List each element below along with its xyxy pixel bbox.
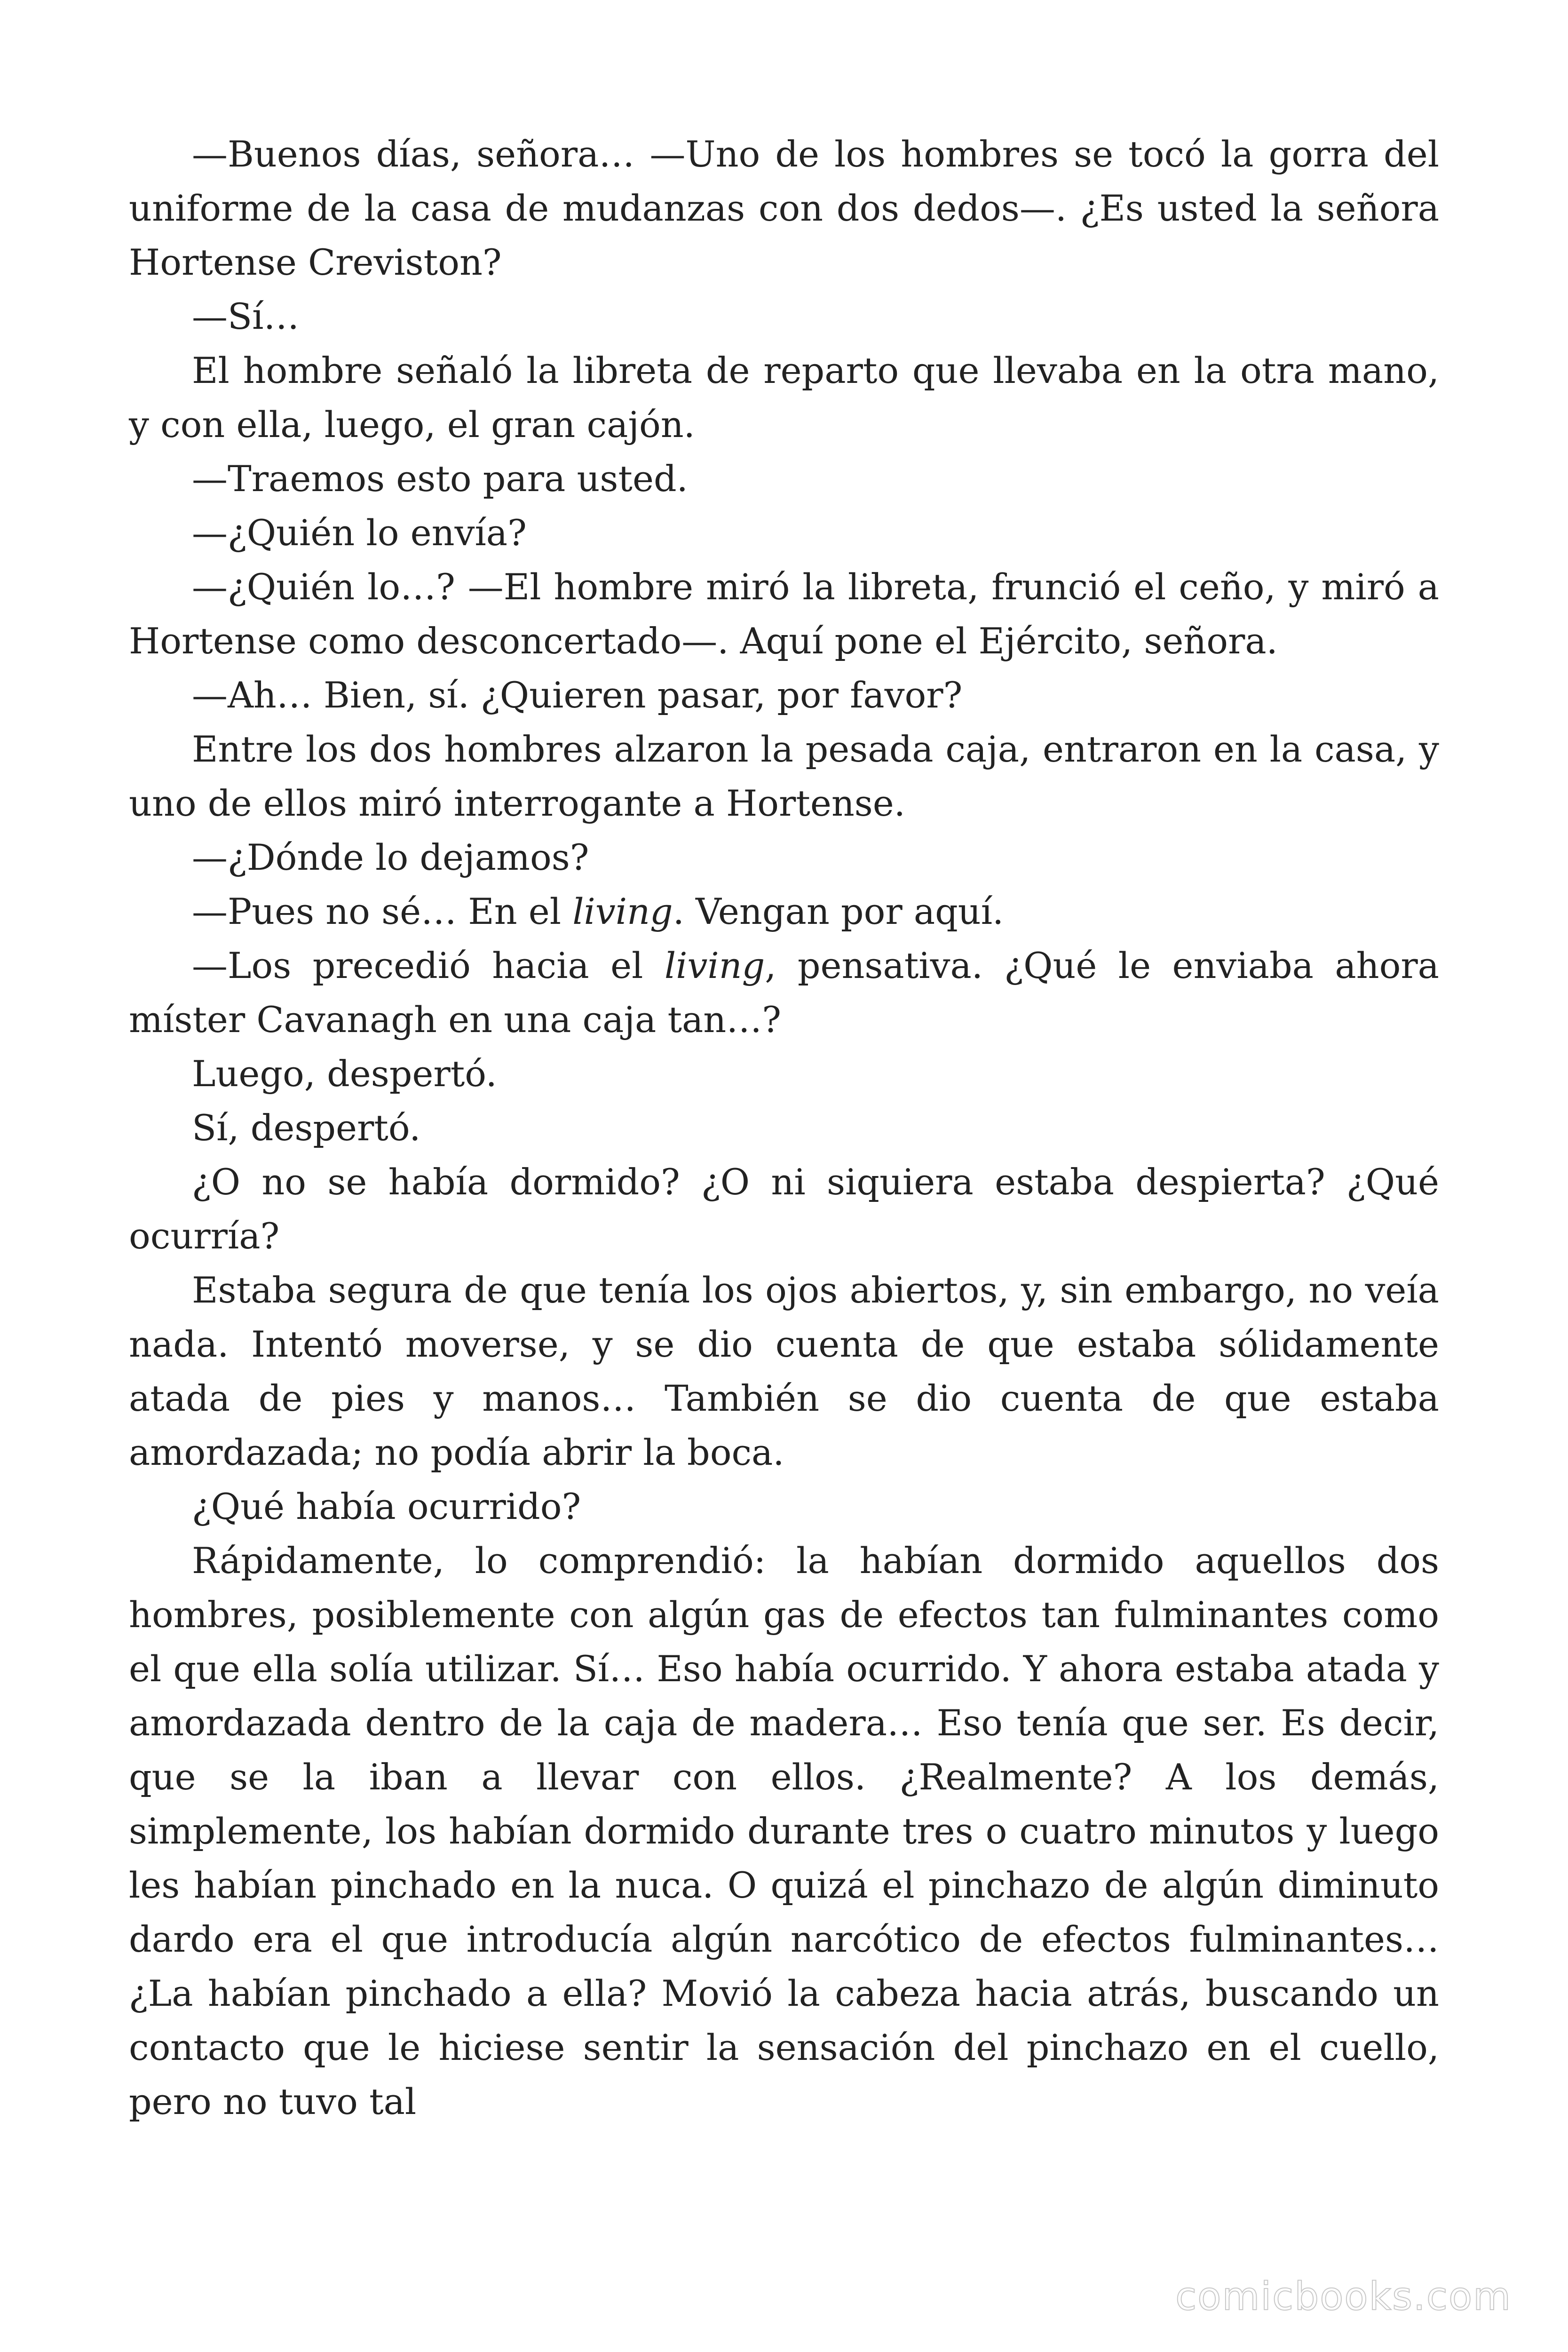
paragraph xyxy=(129,1155,1439,1263)
text-run: ¿O no se había dormido? ¿O ni siquiera estaba despierta? ¿Qué ocurría? xyxy=(129,1161,1439,1257)
paragraph xyxy=(129,830,1439,884)
text-run: —Traemos esto para usted. xyxy=(192,458,688,500)
paragraph xyxy=(129,1534,1439,2129)
text-run: —Los precedió hacia el xyxy=(192,945,665,986)
text-run: —Ah… Bien, sí. ¿Quieren pasar, por favor? xyxy=(192,674,963,716)
text-run: El hombre señaló la libreta de reparto que llevaba en la otra mano, y con ella, luego, el gran cajón. xyxy=(129,350,1439,445)
paragraph xyxy=(129,127,1439,289)
paragraph xyxy=(129,668,1439,722)
text-run: Rápidamente, lo comprendió: la habían dormido aquellos dos hombres, posiblemente con algún gas de efectos tan fulminantes como el que ella solía utilizar. Sí… Eso había ocurrido. Y ahora estaba atada y amordazada dentro de la caja de madera… Eso tenía que ser. Es decir, que se la iban a llevar con ellos. ¿Realmente? A los demás, simplemente, los habían dormido durante tres o cuatro minutos y luego les habían pinchado en la nuca. O quizá el pinchazo de algún diminuto dardo era el que introducía algún narcótico de efectos fulminantes… ¿La habían pinchado a ella? Movió la cabeza hacia atrás, buscando un contacto que le hiciese sentir la sensación del pinchazo en el cuello, pero no tuvo tal xyxy=(129,1540,1439,2122)
paragraph xyxy=(129,289,1439,343)
paragraph xyxy=(129,884,1439,938)
text-run: —¿Dónde lo dejamos? xyxy=(192,836,589,878)
site-watermark: comicbooks.com xyxy=(1175,2274,1512,2319)
text-run: Sí, despertó. xyxy=(192,1107,421,1149)
paragraph xyxy=(129,506,1439,560)
text-run: —Buenos días, señora… —Uno de los hombres se tocó la gorra del uniforme de la casa de mudanzas con dos dedos—. ¿Es usted la señora Hortense Creviston? xyxy=(129,133,1439,283)
text-run: , pensativa. ¿Qué le enviaba ahora míster Cavanagh en una caja tan…? xyxy=(129,945,1439,1041)
book-page-text xyxy=(129,127,1439,2129)
paragraph xyxy=(129,1263,1439,1479)
text-run: —Pues no sé… En el xyxy=(192,890,573,932)
text-run: ¿Qué había ocurrido? xyxy=(192,1486,581,1527)
text-run: —¿Quién lo envía? xyxy=(192,512,527,554)
text-run: Entre los dos hombres alzaron la pesada caja, entraron en la casa, y uno de ellos miró interrogante a Hortense. xyxy=(129,728,1439,824)
text-run: . Vengan por aquí. xyxy=(673,890,1004,932)
text-run: Estaba segura de que tenía los ojos abiertos, y, sin embargo, no veía nada. Intentó moverse, y se dio cuenta de que estaba sólidamente atada de pies y manos… También se dio cuenta de que estaba amordazada; no podía abrir la boca. xyxy=(129,1269,1439,1473)
paragraph xyxy=(129,560,1439,668)
paragraph xyxy=(129,343,1439,452)
paragraph xyxy=(129,1479,1439,1534)
italic-text: living xyxy=(664,945,765,986)
paragraph xyxy=(129,1047,1439,1101)
text-run: —¿Quién lo…? —El hombre miró la libreta, frunció el ceño, y miró a Hortense como desconcertado—. Aquí pone el Ejército, señora. xyxy=(129,566,1439,662)
paragraph xyxy=(129,1101,1439,1155)
paragraph xyxy=(129,938,1439,1047)
paragraph xyxy=(129,452,1439,506)
text-run: —Sí… xyxy=(192,295,300,337)
text-run: Luego, despertó. xyxy=(192,1053,497,1095)
italic-text: living xyxy=(572,890,673,932)
paragraph xyxy=(129,722,1439,830)
